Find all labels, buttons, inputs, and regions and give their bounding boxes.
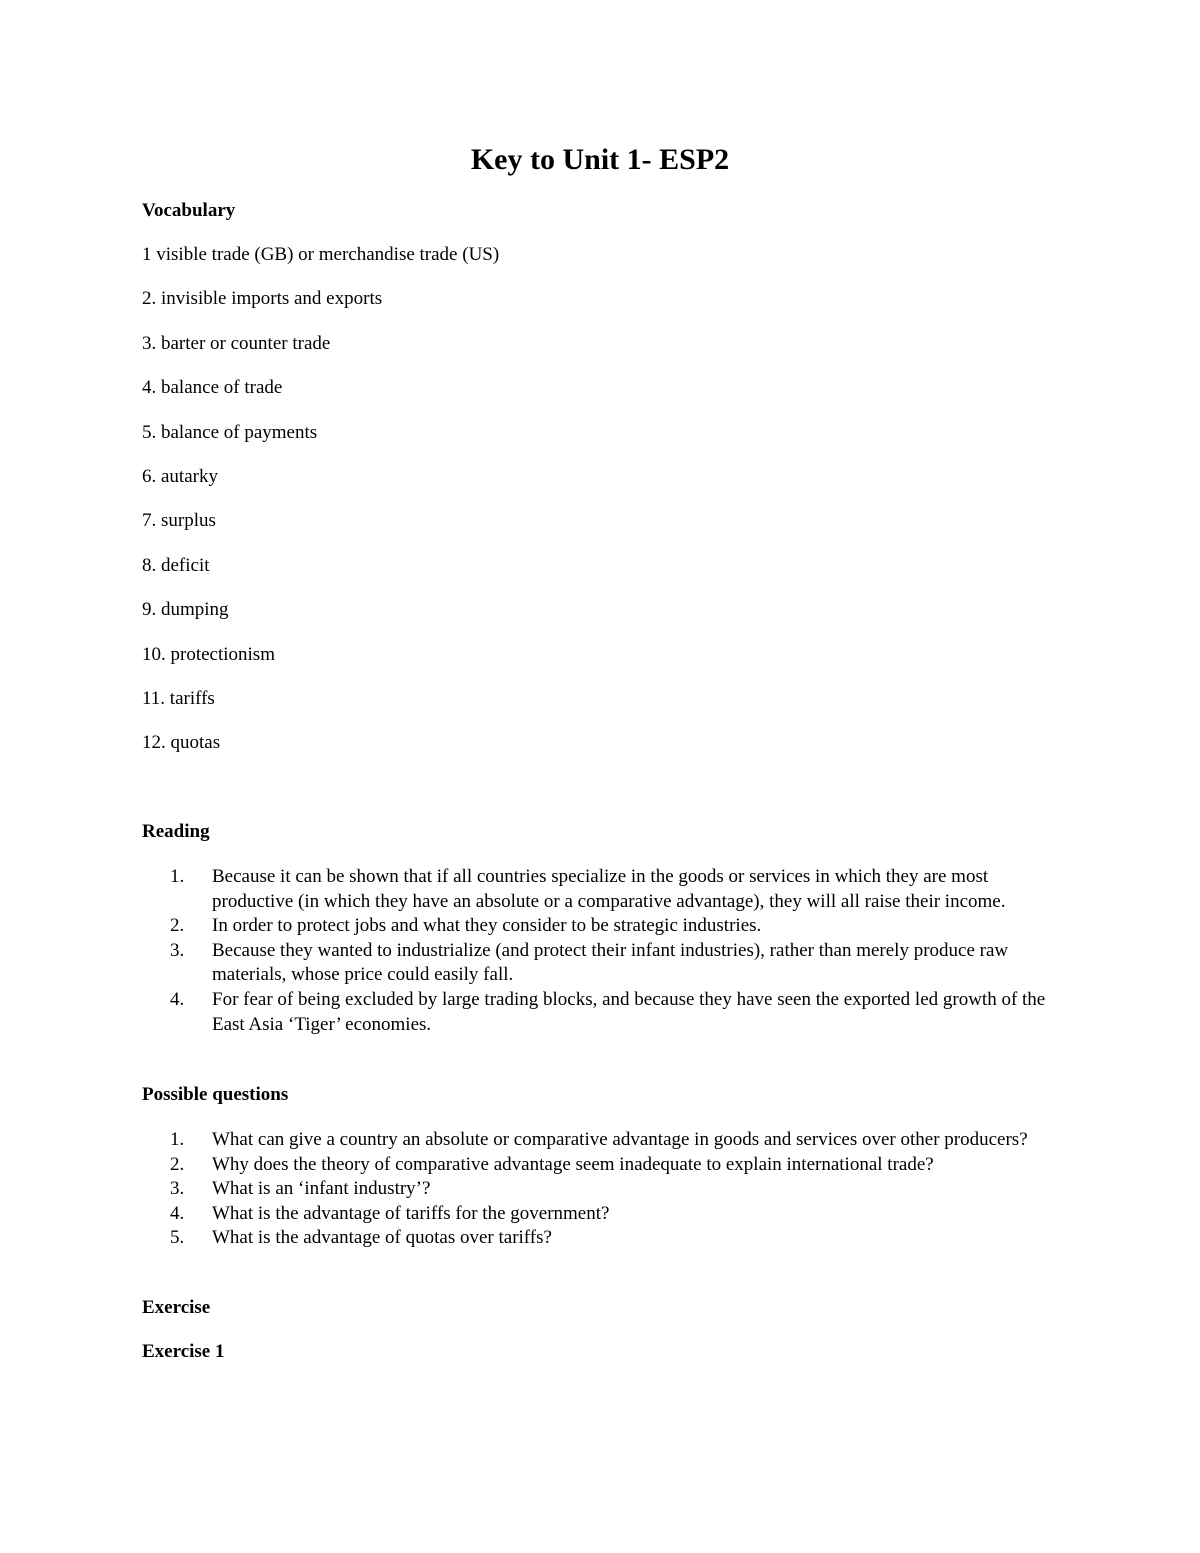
possible-questions-list [170, 1128, 1060, 1251]
list-item: 9. dumping [142, 599, 229, 621]
item-text: Because it can be shown that if all countries specialize in the goods or services in which they are most productive (in which they have an absolute or a comparative advantage), they will all raise their income. [212, 866, 1006, 912]
list-item: 6. autarky [142, 465, 218, 487]
list-item: 8. deficit [142, 554, 210, 576]
item-text: What is the advantage of quotas over tariffs? [212, 1227, 552, 1249]
list-item [170, 914, 1060, 939]
item-text: What can give a country an absolute or comparative advantage in goods and services over other producers? [212, 1129, 1028, 1150]
list-item: 4. balance of trade [142, 377, 283, 399]
item-number: 1. [170, 1129, 185, 1150]
list-item [170, 865, 1060, 914]
list-item [170, 1177, 1060, 1202]
item-text: In order to protect jobs and what they consider to be strategic industries. [212, 915, 762, 937]
item-number: 4. [170, 1202, 185, 1224]
list-item: 12. quotas [142, 732, 221, 754]
list-item [170, 939, 1060, 988]
item-text: Why does the theory of comparative advantage seem inadequate to explain international trade? [212, 1153, 934, 1175]
list-item [170, 1128, 1060, 1153]
reading-answers-list [170, 865, 1060, 1037]
item-text: What is the advantage of tariffs for the government? [212, 1202, 610, 1224]
list-item: 7. surplus [142, 510, 216, 532]
reading-heading: Reading [142, 821, 210, 842]
list-item [170, 1153, 1060, 1178]
item-number: 2. [170, 1153, 185, 1175]
document-title: Key to Unit 1- ESP2 [470, 143, 730, 176]
item-number: 4. [170, 988, 185, 1010]
list-item: 3. barter or counter trade [142, 332, 331, 354]
item-number: 1. [170, 866, 185, 887]
list-item: 1 visible trade (GB) or merchandise trade (US) [142, 244, 500, 265]
exercise-heading: Exercise [142, 1297, 211, 1318]
list-item: 5. balance of payments [142, 421, 318, 443]
item-number: 3. [170, 1178, 185, 1200]
vocabulary-heading: Vocabulary [142, 200, 236, 221]
list-item [170, 988, 1060, 1037]
item-text: Because they wanted to industrialize (and protect their infant industries), rather than merely produce raw materials, whose price could easily fall. [212, 939, 1009, 986]
list-item: 2. invisible imports and exports [142, 288, 383, 310]
list-item: 11. tariffs [142, 687, 215, 709]
possible-questions-heading: Possible questions [142, 1084, 289, 1105]
item-text: For fear of being excluded by large trading blocks, and because they have seen the exported led growth of the East Asia ‘Tiger’ economies. [212, 988, 1046, 1035]
list-item [170, 1226, 1060, 1251]
list-item: 10. protectionism [142, 643, 275, 665]
list-item [170, 1202, 1060, 1227]
item-number: 3. [170, 939, 185, 961]
item-number: 2. [170, 915, 185, 937]
item-text: What is an ‘infant industry’? [212, 1178, 431, 1200]
item-number: 5. [170, 1227, 185, 1249]
exercise-1-heading: Exercise 1 [142, 1341, 225, 1362]
vocabulary-list [142, 243, 499, 776]
